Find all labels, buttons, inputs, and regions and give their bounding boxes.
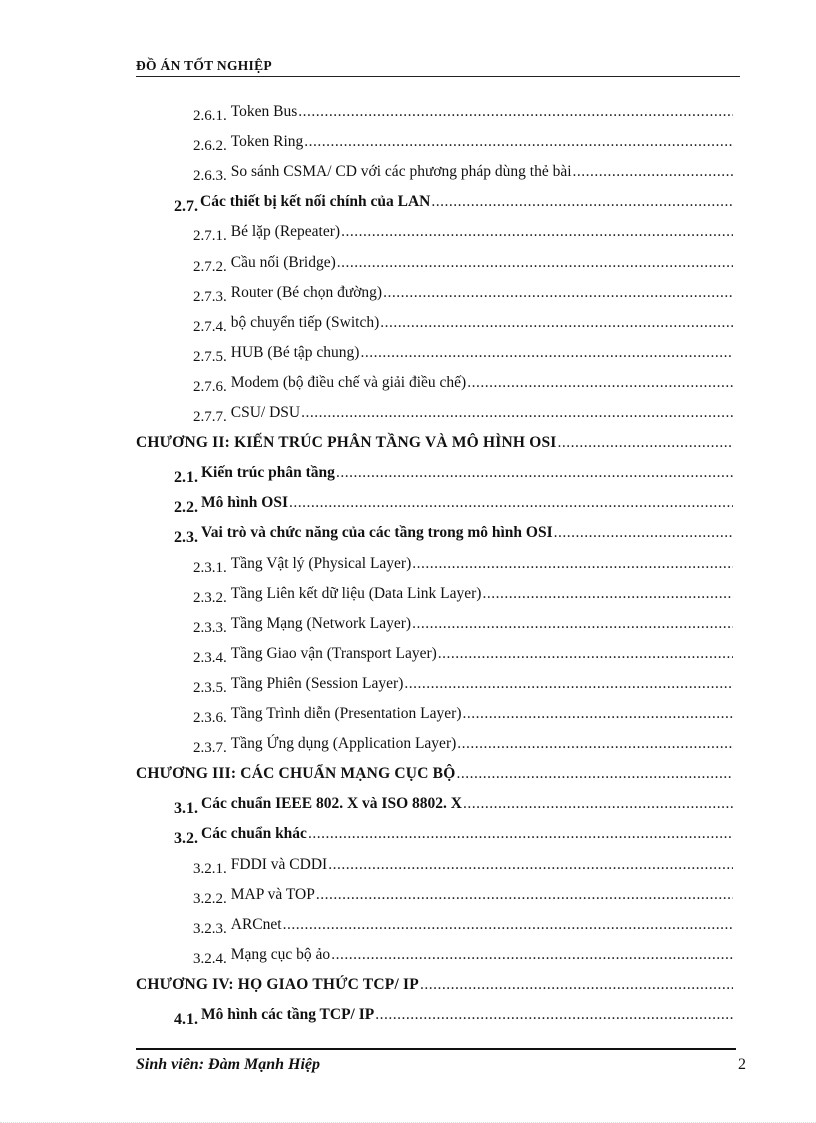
toc-entry-title: MAP và TOP (230, 885, 315, 903)
toc-entry-number: 2.3.6. (193, 710, 227, 726)
toc-entry (136, 965, 733, 995)
toc-entry-title: Tầng Ứng dụng (Application Layer) (230, 735, 457, 753)
toc-leader-dots (431, 192, 733, 212)
toc-leader-dots (289, 493, 733, 513)
toc-entry-title: Token Bus (230, 103, 298, 120)
toc-leader-dots (482, 584, 733, 604)
toc-entry-title: Tầng Giao vận (Transport Layer) (230, 644, 437, 662)
toc-leader-dots (463, 794, 733, 814)
toc-entry (136, 754, 733, 784)
toc-entry (193, 604, 733, 634)
toc-entry-number: 2.3.2. (193, 589, 227, 606)
toc-leader-dots (337, 253, 733, 273)
footer-rule (136, 1048, 736, 1050)
toc-entry (174, 814, 733, 848)
footer-author: Sinh viên: Đàm Mạnh Hiệp (136, 1056, 321, 1073)
toc-entry-title: Các chuẩn IEEE 802. X và ISO 8802. X (201, 795, 462, 813)
toc-leader-dots (558, 433, 733, 453)
toc-leader-dots (383, 283, 733, 303)
toc-entry (193, 845, 733, 875)
toc-entry-number: 2.1. (174, 469, 198, 487)
toc-entry-title: Tầng Trình diễn (Presentation Layer) (230, 705, 462, 722)
header-rule (136, 76, 740, 77)
toc-entry-number: 2.3.5. (193, 679, 227, 696)
toc-entry (193, 122, 733, 155)
toc-entry (193, 724, 733, 757)
toc-entry-title: Các chuẩn khác (201, 825, 307, 843)
toc-entry (193, 152, 733, 185)
toc-leader-dots (336, 463, 733, 483)
toc-entry-number: 2.7.4. (193, 318, 227, 335)
toc-entry (174, 513, 733, 547)
toc-leader-dots (467, 373, 733, 393)
toc-leader-dots (420, 975, 733, 995)
toc-leader-dots (412, 554, 733, 574)
toc-entry-number: 3.2. (174, 830, 198, 848)
toc-leader-dots (438, 644, 733, 664)
page-header: ĐỒ ÁN TỐT NGHIỆP (136, 58, 272, 73)
toc-entry-number: 3.2.2. (193, 890, 227, 907)
toc-leader-dots (301, 403, 733, 423)
toc-leader-dots (341, 222, 733, 242)
toc-entry-number: 2.3.7. (193, 740, 227, 757)
toc-entry-number: 2.7.3. (193, 288, 227, 305)
toc-entry-number: 2.6.2. (193, 138, 227, 155)
toc-entry-title: HUB (Bé tập chung) (230, 343, 360, 361)
toc-entry-number: 2.7.7. (193, 409, 227, 425)
toc-entry-number: 3.2.3. (193, 920, 227, 937)
toc-leader-dots (328, 855, 733, 875)
toc-entry (193, 333, 733, 363)
toc-entry-number: 2.7.1. (193, 228, 227, 245)
toc-leader-dots (308, 824, 733, 844)
toc-entry-title: Router (Bé chọn đường) (230, 283, 383, 301)
toc-leader-dots (283, 915, 733, 935)
toc-leader-dots (331, 945, 733, 965)
toc-entry-number: 4.1. (174, 1011, 198, 1028)
toc-entry (193, 303, 733, 333)
toc-entry-number: 2.7.2. (193, 258, 227, 275)
toc-leader-dots (298, 102, 733, 122)
toc-leader-dots (457, 734, 733, 754)
toc-entry-number: 3.1. (174, 800, 198, 818)
toc-entry-number: 2.3.3. (193, 619, 227, 636)
toc-entry-number: 2.6.3. (193, 168, 227, 185)
toc-entry-title: CHƯƠNG IV: HỌ GIAO THỨC TCP/ IP (136, 975, 419, 993)
toc-entry-number: 2.7.6. (193, 378, 227, 395)
toc-entry-title: CSU/ DSU (230, 404, 301, 421)
toc-entry-title: Tầng Liên kết dữ liệu (Data Link Layer) (230, 584, 482, 602)
page-number: 2 (738, 1056, 746, 1073)
toc-entry-title: FDDI và CDDI (230, 855, 328, 873)
toc-entry-title: ARCnet (230, 915, 282, 933)
toc-entry-number: 2.7.5. (193, 348, 227, 365)
toc-entry-title: Tầng Vật lý (Physical Layer) (230, 554, 412, 572)
toc-entry-number: 2.3.4. (193, 649, 227, 666)
toc-entry-title: Tầng Mạng (Network Layer) (230, 614, 412, 632)
toc-leader-dots (462, 704, 733, 724)
toc-entry (193, 875, 733, 905)
toc-leader-dots (304, 132, 733, 152)
toc-entry (174, 483, 733, 517)
toc-entry-number: 2.3.1. (193, 559, 227, 576)
toc-entry (174, 182, 733, 216)
toc-entry-title: CHƯƠNG II: KIẾN TRÚC PHÂN TẦNG VÀ MÔ HÌNH OSI (136, 434, 557, 452)
toc-entry-number: 2.6.1. (193, 108, 227, 124)
toc-entry-title: Mạng cục bộ ảo (230, 945, 331, 963)
toc-leader-dots (573, 162, 733, 182)
toc-entry (136, 423, 733, 453)
toc-entry-title: Cầu nối (Bridge) (230, 253, 336, 271)
toc-leader-dots (404, 674, 733, 694)
toc-entry (193, 363, 733, 393)
toc-entry (174, 784, 733, 818)
toc-entry-title: bộ chuyển tiếp (Switch) (230, 313, 380, 331)
toc-entry-title: Mô hình các tầng TCP/ IP (201, 1006, 375, 1023)
toc-entry (193, 212, 733, 245)
toc-entry (193, 393, 733, 423)
toc-entry-title: Tầng Phiên (Session Layer) (230, 674, 404, 692)
toc-entry-title: Mô hình OSI (201, 494, 289, 512)
toc-entry-title: CHƯƠNG III: CÁC CHUẨN MẠNG CỤC BỘ (136, 765, 456, 783)
toc-entry (193, 634, 733, 664)
toc-entry-title: So sánh CSMA/ CD với các phương pháp dùng thẻ bài (230, 163, 572, 181)
toc-entry (174, 995, 733, 1028)
toc-entry (193, 574, 733, 604)
toc-entry (174, 453, 733, 487)
toc-leader-dots (412, 614, 733, 634)
toc-entry-number: 2.7. (174, 198, 198, 216)
toc-entry (193, 694, 733, 724)
toc-leader-dots (360, 343, 733, 363)
toc-entry-title: Token Ring (230, 133, 304, 151)
toc-entry-title: Vai trò và chức năng của các tầng trong mô hình OSI (201, 524, 553, 542)
toc-leader-dots (316, 885, 733, 905)
toc-leader-dots (554, 523, 733, 543)
toc-entry (193, 243, 733, 273)
toc-entry (193, 935, 733, 965)
toc-entry-title: Bé lặp (Repeater) (230, 223, 341, 241)
toc-entry-number: 2.2. (174, 499, 198, 517)
toc-leader-dots (375, 1005, 733, 1025)
toc-entry-number: 3.2.1. (193, 860, 227, 877)
toc-entry (193, 544, 733, 574)
toc-entry (193, 273, 733, 303)
toc-leader-dots (380, 313, 733, 333)
toc-entry-title: Các thiết bị kết nối chính của LAN (200, 193, 431, 211)
toc-entry-title: Modem (bộ điều chế và giải điều chế) (230, 373, 467, 391)
toc-entry (193, 664, 733, 694)
toc-entry-number: 2.3. (174, 529, 198, 547)
toc-entry-number: 3.2.4. (193, 950, 227, 967)
toc-entry (193, 905, 733, 935)
toc-entry (193, 92, 733, 122)
toc-leader-dots (456, 764, 733, 784)
toc-entry-title: Kiến trúc phân tầng (201, 464, 335, 482)
